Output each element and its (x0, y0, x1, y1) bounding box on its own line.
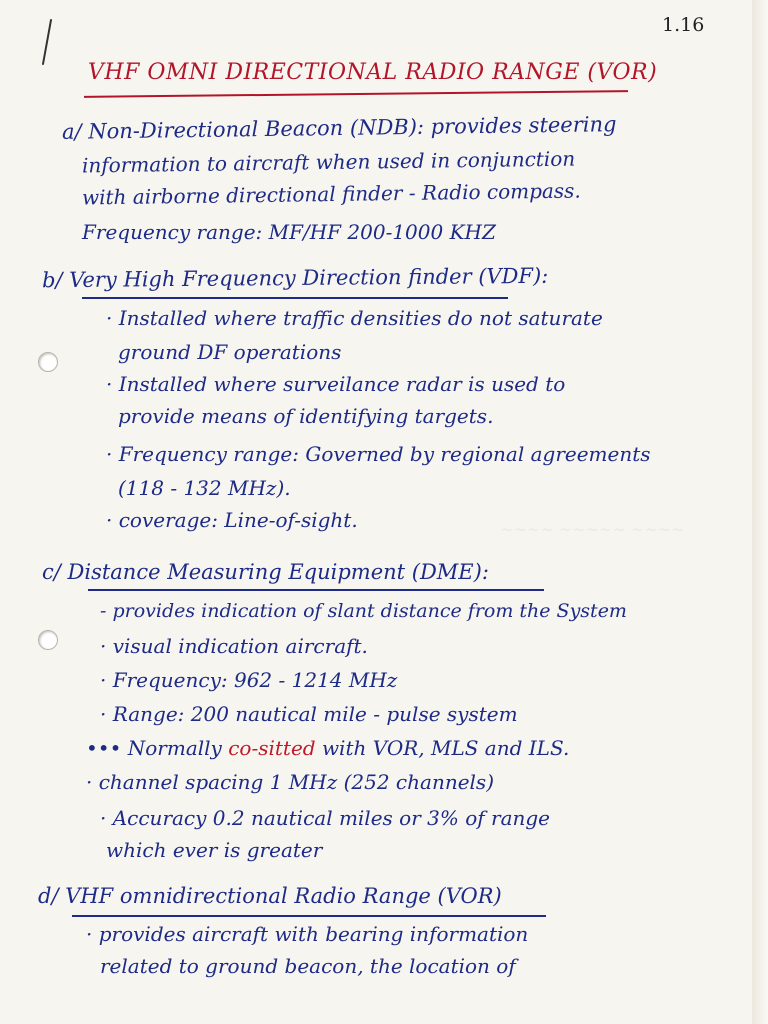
section-b-underline (82, 297, 508, 299)
corner-pencil-mark (40, 18, 54, 66)
section-b-line: provide means of identifying targets. (118, 404, 494, 428)
section-a-line: Frequency range: MF/HF 200-1000 KHZ (82, 220, 496, 244)
section-b-line: · Installed where surveilance radar is used to (106, 372, 566, 396)
section-b-line: · coverage: Line-of-sight. (106, 508, 358, 532)
section-b-line: · Frequency range: Governed by regional agreements (106, 442, 651, 466)
collocated-prefix: ••• Normally (86, 736, 222, 760)
section-b-line: (118 - 132 MHz). (118, 476, 291, 500)
section-d-line: · provides aircraft with bearing information (86, 922, 529, 946)
page-edge (752, 0, 768, 1024)
section-b-heading: b/ Very High Frequency Direction finder (VDF): (41, 263, 549, 293)
collocated-red-word: co-sitted (228, 736, 316, 760)
binder-hole-top (38, 352, 58, 372)
section-c-line: · channel spacing 1 MHz (252 channels) (86, 770, 494, 794)
section-c-underline (88, 589, 544, 591)
section-c-collocated-line (86, 736, 569, 760)
section-b-line: ground DF operations (118, 340, 342, 364)
section-a-line: information to aircraft when used in conjunction (81, 146, 576, 178)
section-c-line: · Frequency: 962 - 1214 MHz (100, 668, 398, 692)
page-title: VHF OMNI DIRECTIONAL RADIO RANGE (VOR) (88, 60, 658, 85)
section-c-heading: c/ Distance Measuring Equipment (DME): (42, 560, 489, 584)
section-a-heading: a/ Non-Directional Beacon (NDB): provides steering (61, 112, 617, 144)
bleed-through-marks: ~~~~ ~~~~~ ~~~~ (500, 520, 685, 539)
section-c-line: · Accuracy 0.2 nautical miles or 3% of range (100, 806, 551, 830)
section-c-line: · Range: 200 nautical mile - pulse system (100, 702, 518, 726)
section-d-line: related to ground beacon, the location of (100, 954, 516, 978)
page-number: 1.16 (662, 14, 705, 36)
collocated-suffix: with VOR, MLS and ILS. (321, 736, 570, 760)
section-a-line: with airborne directional finder - Radio compass. (81, 178, 581, 210)
section-c-line: - provides indication of slant distance from the System (100, 600, 627, 622)
section-c-line: · visual indication aircraft. (100, 634, 368, 658)
section-b-line: · Installed where traffic densities do not saturate (106, 306, 603, 330)
binder-hole-bottom (38, 630, 58, 650)
section-d-underline (72, 915, 546, 917)
section-d-heading: d/ VHF omnidirectional Radio Range (VOR) (38, 884, 502, 908)
section-c-line: which ever is greater (106, 838, 323, 862)
